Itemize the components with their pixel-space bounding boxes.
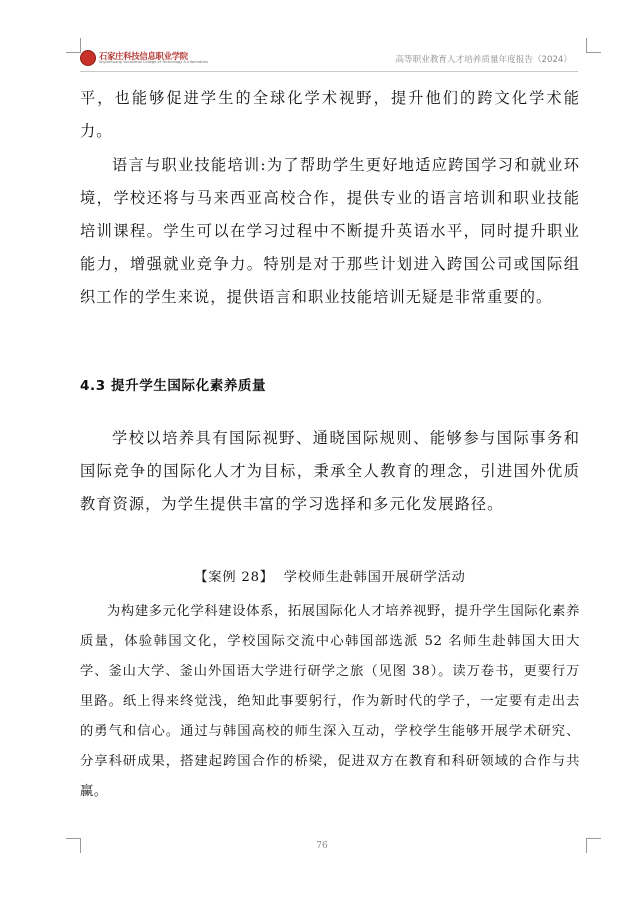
section-heading-block xyxy=(80,376,580,396)
page-header xyxy=(80,46,578,72)
case-tag: 【案例 28】 xyxy=(194,570,274,585)
case-body-block xyxy=(80,597,580,807)
case-heading: 学校师生赴韩国开展研学活动 xyxy=(283,570,466,585)
case-title-block xyxy=(80,568,580,588)
paragraph-body: 为了帮助学生更好地适应跨国学习和就业环境，学校还将与马来西亚高校合作，提供专业的语言培训和职业技能培训课程。学生可以在学习过程中不断提升英语水平，同时提升职业能力，增强就业竞争力。特别是对于那些计划进入跨国公司或国际组织工作的学生来说，提供语言和职业技能培训无疑是非常重要的。 xyxy=(80,156,580,306)
crop-mark-top-left xyxy=(66,38,81,53)
report-title: 高等职业教育人才培养质量年度报告（2024） xyxy=(395,55,572,65)
college-seal-icon xyxy=(80,50,96,66)
crop-mark-top-right xyxy=(586,38,601,53)
paragraph-lead: 语言与职业技能培训: xyxy=(112,156,267,174)
page-number: 76 xyxy=(316,841,328,851)
case-body: 为构建多元化学科建设体系，拓展国际化人才培养视野，提升学生国际化素养质量，体验韩国文化，学校国际交流中心韩国部选派 52 名师生赴韩国大田大学、釜山大学、釜山外国语大学进行研学之旅（见图 38）。读万卷书，更要行万里路。纸上得来终觉浅，绝知此事要躬行，作为新时代的学子，一定要有走出去的勇气和信心。通过与韩国高校的师生深入互动，学校学生能够开展学术研究、分享科研成果，搭建起跨国合作的桥梁，促进双方在教育和科研领域的合作与共赢。 xyxy=(80,604,580,799)
paragraph-continuation: 平，也能够促进学生的全球化学术视野，提升他们的跨文化学术能力。 xyxy=(80,89,580,140)
logo-name: 石家庄科技信息职业学院 xyxy=(99,50,188,61)
section-number: 4.3 xyxy=(80,378,106,394)
content-block-top xyxy=(80,82,580,314)
logo-english-name: Shijiazhuang Vocational College of Technology & Information xyxy=(99,59,209,64)
section-heading xyxy=(80,376,580,396)
section-intro-block xyxy=(80,422,580,521)
college-logo xyxy=(80,46,209,70)
case-title xyxy=(80,568,580,588)
header-divider xyxy=(80,71,578,72)
section-intro: 学校以培养具有国际视野、通晓国际规则、能够参与国际事务和国际竞争的国际化人才为目标，秉承全人教育的理念，引进国外优质教育资源，为学生提供丰富的学习选择和多元化发展路径。 xyxy=(80,429,580,513)
paragraph-language-training xyxy=(80,149,580,314)
section-title: 提升学生国际化素养质量 xyxy=(111,378,267,394)
